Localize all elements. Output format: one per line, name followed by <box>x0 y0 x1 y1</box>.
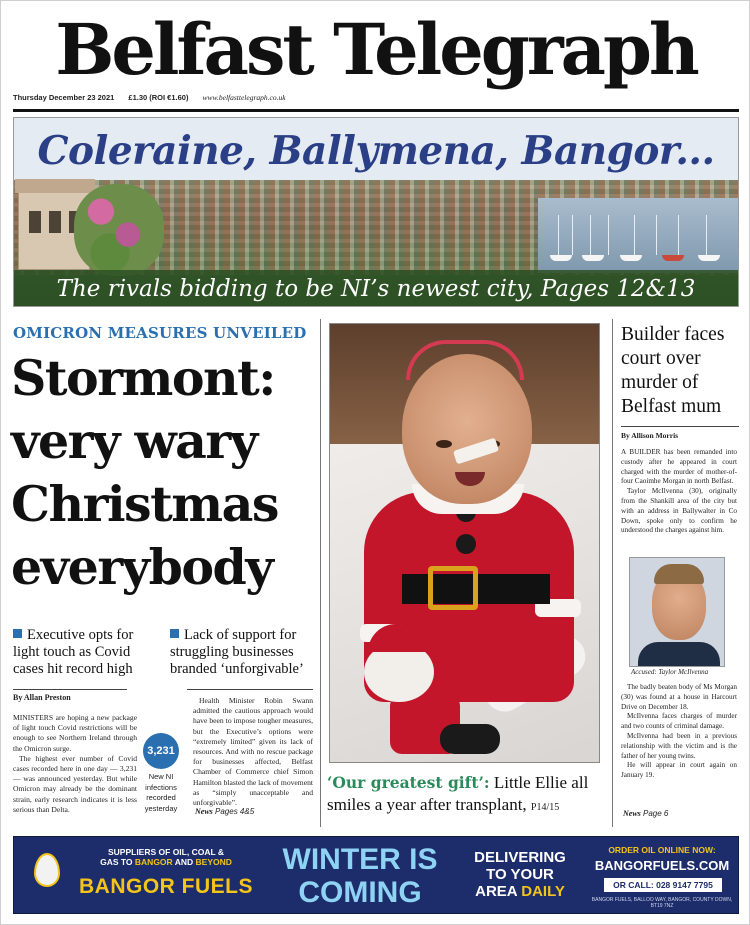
lead-bullets <box>13 627 313 683</box>
body-paragraph: The highest ever number of Covid cases recorded here in one day — 3,231 — was announced yesterday. But while Omicron may already be the dominant strain, early research indicates it is less serious than Delta. <box>13 753 137 814</box>
issue-date: Thursday December 23 2021 <box>13 93 115 102</box>
bullet-point: Lack of support for struggling businesses branded ‘unforgivable’ <box>170 627 304 677</box>
right-headline[interactable] <box>621 323 739 419</box>
cities-banner <box>13 117 739 307</box>
ad-address: BANGOR FUELS, BALLOO WAY, BANGOR, COUNTY DOWN, BT19 7NZ <box>591 897 733 909</box>
ellie-photo[interactable] <box>329 323 600 763</box>
body-paragraph: Taylor McIlvenna (30), originally from the Shankill area of the city but with an address in Ballywalter in Co Down, spoke only to confirm he understood the charges against him. <box>621 487 737 535</box>
right-body-bottom <box>621 683 737 781</box>
body-paragraph: McIlvenna had been in a previous relationship with the victim and is the father of her young twins. <box>621 731 737 760</box>
body-paragraph: The badly beaten body of Ms Morgan (30) was found at a house in Harcourt Drive on December 18. <box>621 683 737 711</box>
masthead-title: Belfast Telegraph <box>55 8 697 91</box>
headline-line: everybody <box>11 538 273 596</box>
headline-line: Belfast mum <box>621 396 722 417</box>
stat-label: New NI infections recorded yesterday <box>144 772 178 813</box>
headline-line: very wary <box>11 412 257 470</box>
flower-basket <box>74 184 164 276</box>
red-headband <box>406 340 524 380</box>
ad-delivery-text: DELIVERING TO YOUR AREA DAILY <box>474 849 566 900</box>
square-bullet-icon <box>170 629 179 638</box>
bullet-point: Executive opts for light touch as Covid cases hit record high <box>13 627 134 677</box>
lead-byline: By Allan Preston <box>13 693 71 702</box>
headline-line: Stormont: <box>11 349 275 407</box>
accused-photo[interactable] <box>629 557 725 667</box>
banner-title[interactable]: Coleraine, Ballymena, Bangor... <box>37 128 715 174</box>
website-url: www.belfasttelegraph.co.uk <box>202 93 286 102</box>
accused-photo-caption: Accused: Taylor McIlvenna <box>631 668 709 676</box>
lead-body-col2 <box>193 696 313 808</box>
lead-page-reference[interactable]: News Pages 4&5 <box>195 807 255 816</box>
caption-pages: P14/15 <box>530 802 560 813</box>
headline-line: Christmas <box>11 475 278 533</box>
headline-line: Builder faces <box>621 324 725 345</box>
stat-value: 3,231 <box>143 733 179 769</box>
right-body-top <box>621 448 737 536</box>
belt-buckle <box>428 566 478 610</box>
lead-body-col1 <box>13 713 137 815</box>
marina-photo <box>538 198 738 273</box>
banner-subtitle[interactable]: The rivals bidding to be NI’s newest city, Pages 12&13 <box>56 276 696 302</box>
body-paragraph: Health Minister Robin Swann admitted the cautious approach would have been to impose tougher measures, but the Executive’s options were “extremely limited” given its lack of resources. And with no rescue package for businesses affected, Belfast Chamber of Commerce chief Simon Hamilton blasted the lack of movement as “simply unacceptable and unforgivable”. <box>193 696 313 808</box>
body-paragraph: McIlvenna faces charges of murder and two counts of criminal damage. <box>621 712 737 731</box>
masthead-rule <box>13 109 739 112</box>
column-divider <box>320 319 321 827</box>
headline-line: murder of <box>621 372 699 393</box>
lead-headline[interactable] <box>11 347 316 599</box>
photo-caption[interactable] <box>327 772 603 819</box>
ad-brand-logo: BANGOR FUELS <box>79 875 253 898</box>
ad-phone-number[interactable]: OR CALL: 028 9147 7795 <box>604 878 722 892</box>
caption-quote: ‘Our greatest gift’: <box>327 773 490 792</box>
column-divider <box>612 319 613 827</box>
body-paragraph: He will appear in court again on January 19. <box>621 761 737 780</box>
ad-website-link[interactable]: BANGORFUELS.COM <box>594 858 730 873</box>
byline-rule <box>13 689 127 690</box>
ad-suppliers-text: SUPPLIERS OF OIL, COAL & GAS TO BANGOR AND BEYOND <box>100 847 232 867</box>
caption-text: Little Ellie all smiles a year after transplant, <box>327 773 589 814</box>
body-paragraph: MINISTERS are hoping a new package of light touch Covid restrictions will be enough to see Northern Ireland through the Omicron surge. <box>13 713 137 753</box>
baby-shoe <box>440 724 500 754</box>
oil-drop-icon <box>34 853 60 887</box>
square-bullet-icon <box>13 629 22 638</box>
byline-rule <box>621 426 739 427</box>
body-paragraph: A BUILDER has been remanded into custody after he appeared in court charged with the murder of mother-of-four Caoimhe Morgan in north Belfast. <box>621 448 737 486</box>
ad-headline: WINTER IS COMING <box>282 843 438 909</box>
headline-line: court over <box>621 348 701 369</box>
column-rule <box>187 689 313 690</box>
dateline <box>13 93 298 107</box>
ad-order-online: ORDER OIL ONLINE NOW: <box>608 845 716 855</box>
case-count-stat <box>141 733 181 814</box>
lead-kicker: OMICRON MEASURES UNVEILED <box>13 324 307 342</box>
right-byline: By Allison Morris <box>621 431 679 440</box>
right-page-reference[interactable]: News Page 6 <box>623 809 669 818</box>
issue-price: £1.30 (ROI €1.60) <box>128 93 189 102</box>
bangor-fuels-advert[interactable] <box>13 836 739 914</box>
